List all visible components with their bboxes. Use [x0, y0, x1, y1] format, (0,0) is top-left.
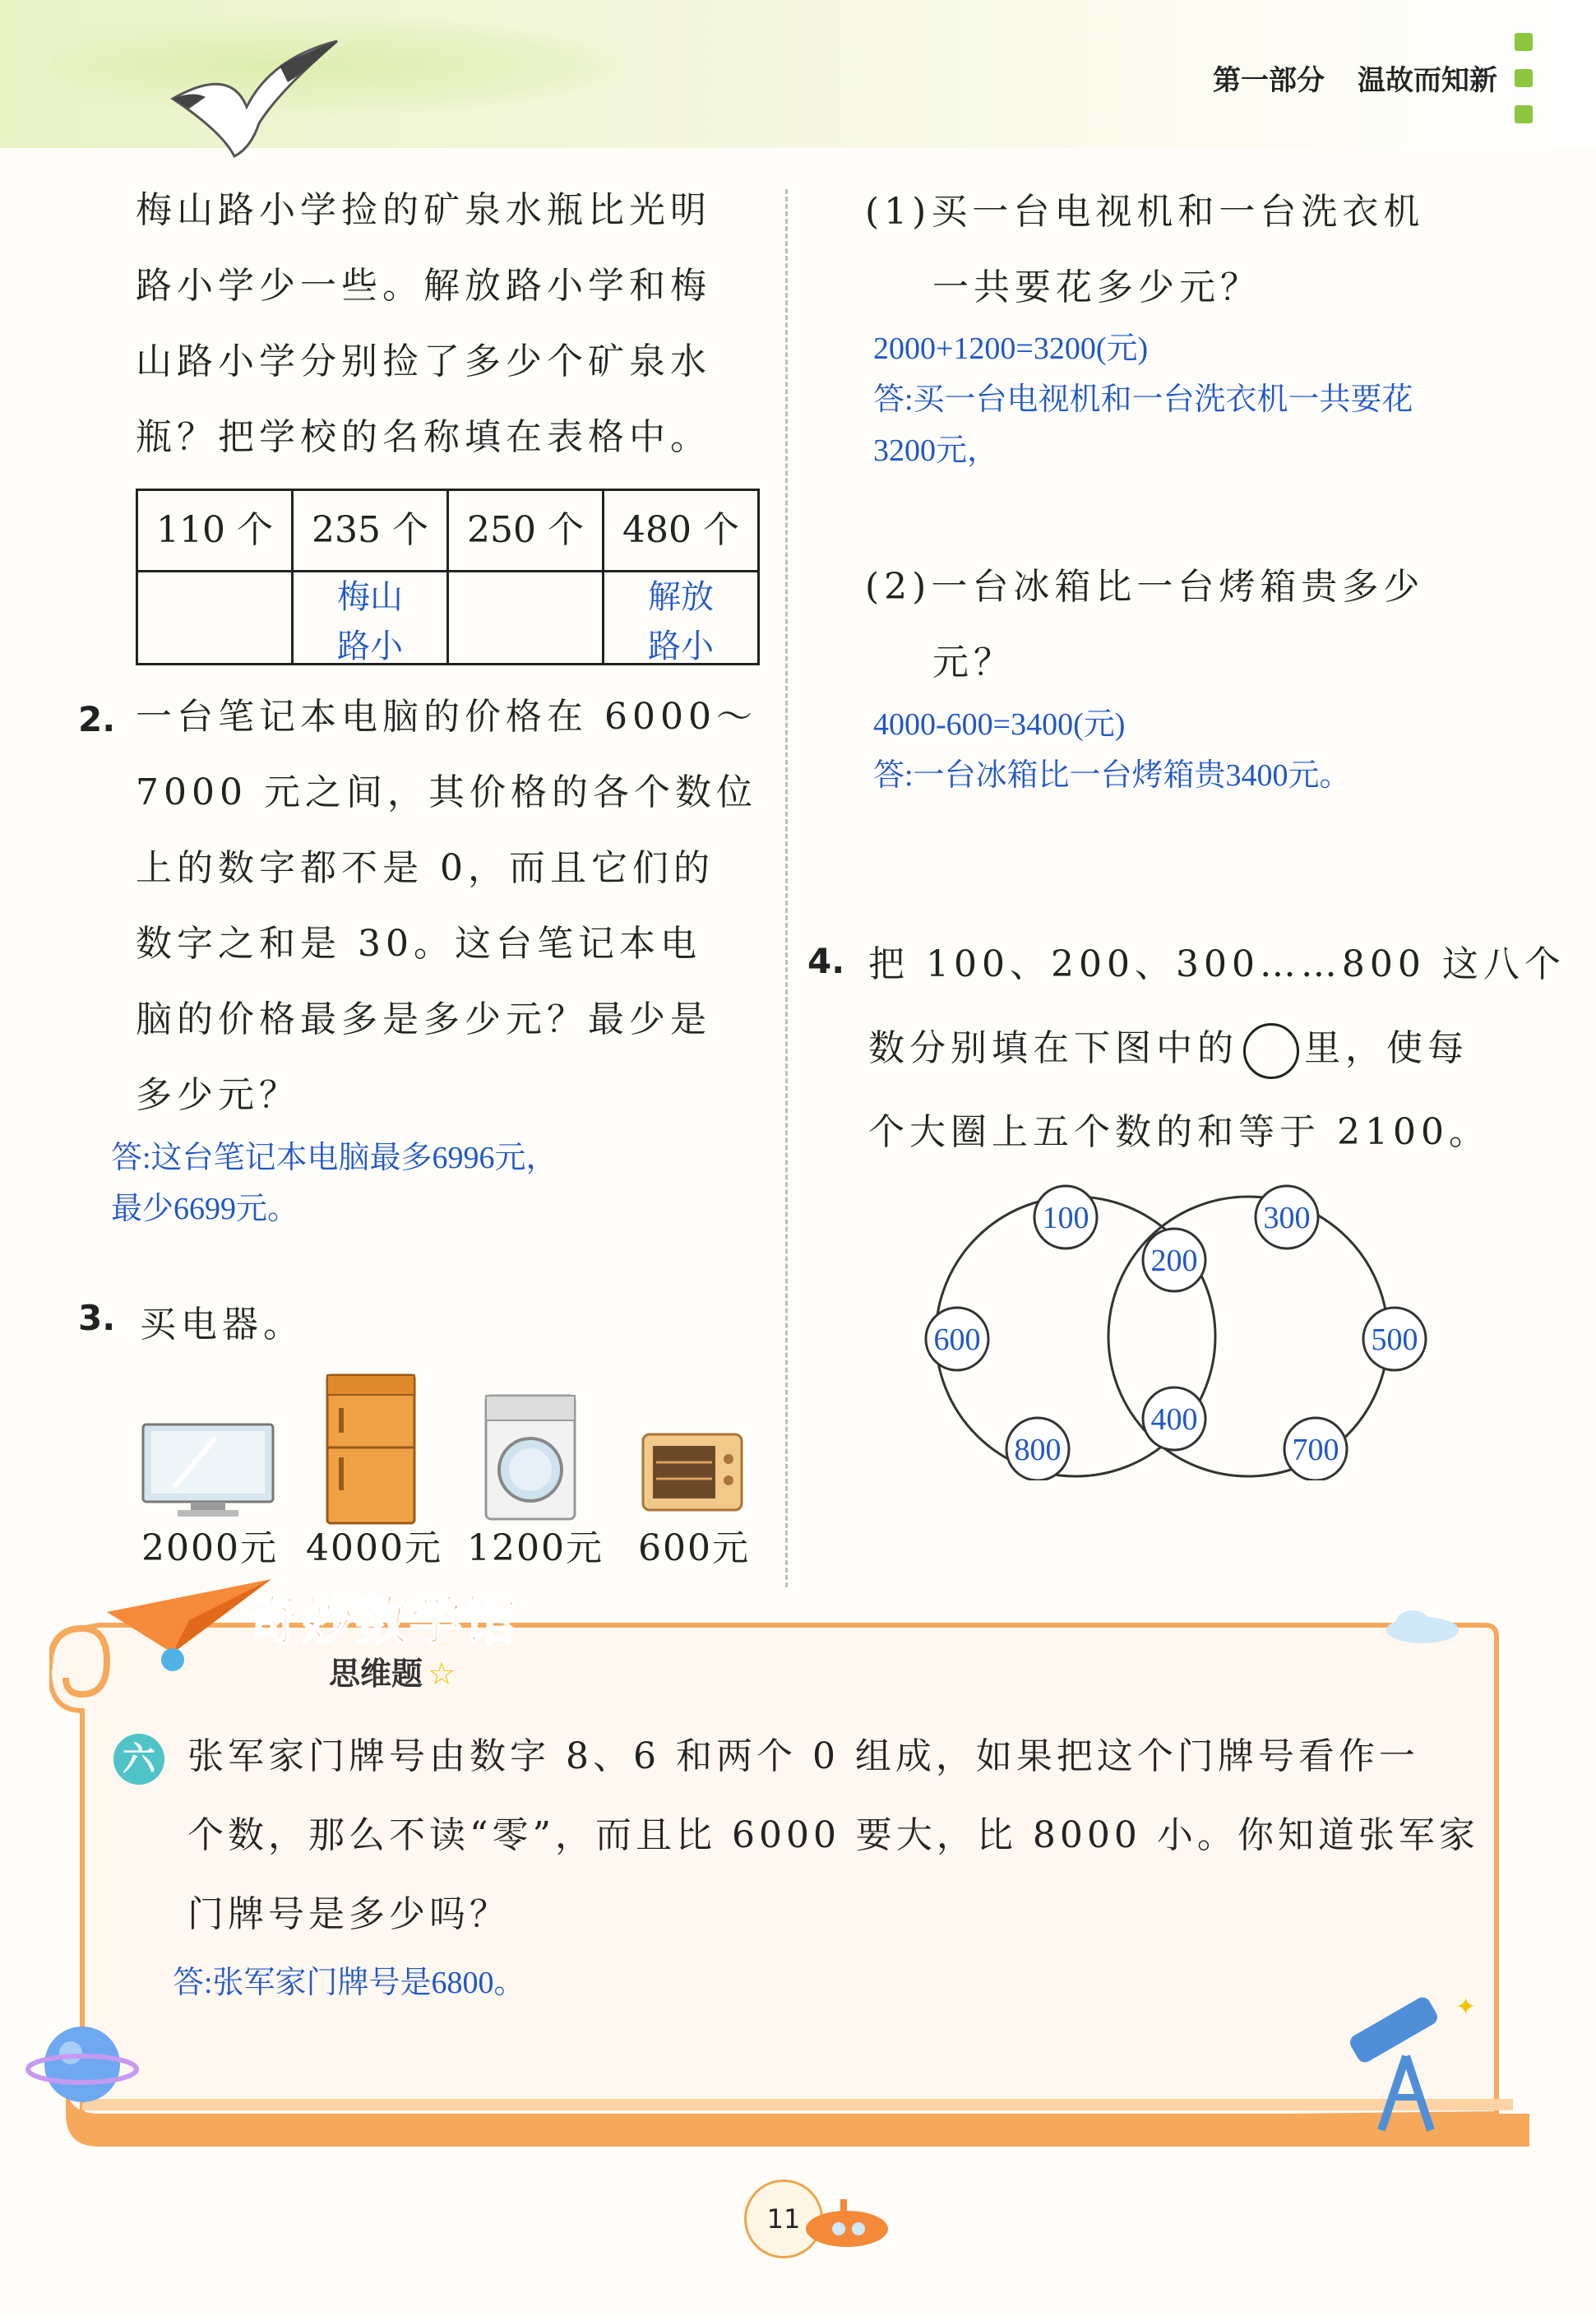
q3-sub1-answer-line: 3200元， [873, 433, 999, 468]
fridge-icon [322, 1372, 421, 1528]
q2-answer-line: 答:这台笔记本电脑最多6996元， [111, 1141, 557, 1175]
bonus-subtitle [329, 1648, 456, 1693]
column-divider [785, 189, 788, 1587]
number-circle [1256, 1186, 1318, 1248]
q3-sub1-answer-line: 2000+1200=3200(元) [873, 331, 1149, 366]
page-number: 11 [744, 2179, 823, 2258]
q2-line: 一台笔记本电脑的价格在 6000～ [136, 696, 757, 738]
bonus-line: 门牌号是多少吗？ [187, 1893, 510, 1935]
svg-text:100: 100 [1042, 1201, 1089, 1235]
circles-diagram [913, 1168, 1439, 1480]
q1-text [136, 173, 711, 475]
q4-number: 4. [807, 941, 845, 981]
washing-machine-icon [481, 1392, 580, 1524]
price-washer: 1200元 [467, 1527, 604, 1569]
q2-text [136, 679, 757, 1133]
q3-sub2-line: (2)一台冰箱比一台烤箱贵多少 [865, 566, 1425, 608]
q4-text [868, 923, 1566, 1174]
bonus-subtitle-text: 思维题 [329, 1656, 423, 1692]
header-bars-decoration [1515, 33, 1533, 123]
count-cell: 250 个 [467, 509, 584, 551]
q4-line: 个大圈上五个数的和等于 2100。 [868, 1111, 1490, 1153]
blank-circle-icon [1243, 1023, 1299, 1079]
bonus-line: 个数，那么不读“零”，而且比 6000 要大，比 8000 小。你知道张军家 [187, 1814, 1479, 1856]
svg-text:300: 300 [1263, 1201, 1311, 1235]
svg-text:200: 200 [1150, 1244, 1198, 1278]
school-answer-cell [449, 572, 602, 663]
q2-answer-line: 最少6699元。 [111, 1192, 299, 1226]
header-section: 温故而知新 [1358, 64, 1497, 97]
telescope-icon [1332, 1990, 1480, 2138]
bonus-banner: 奇妙数学馆 [247, 1591, 518, 1652]
q4-line-part: 里，使每 [1304, 1027, 1469, 1069]
count-cell: 235 个 [312, 509, 428, 551]
number-circle [1034, 1186, 1097, 1248]
bonus-line: 张军家门牌号由数字 8、6 和两个 0 组成，如果把这个门牌号看作一 [187, 1735, 1419, 1777]
school-answer-cell: 梅山路小 [337, 578, 403, 663]
cloud-icon [1381, 1604, 1464, 1645]
q2-number: 2. [78, 699, 116, 739]
svg-text:400: 400 [1150, 1402, 1198, 1437]
q3-number: 3. [78, 1298, 116, 1338]
q2-answer [111, 1133, 557, 1234]
q2-line: 数字之和是 30。这台笔记本电 [136, 923, 701, 965]
price-fridge: 4000元 [306, 1527, 442, 1569]
submarine-icon [789, 2188, 896, 2253]
school-answer-cell: 解放路小 [648, 578, 714, 663]
number-circle [1284, 1418, 1347, 1480]
q1-line: 梅山路小学捡的矿泉水瓶比光明 [136, 189, 711, 231]
seagull-icon [156, 33, 345, 173]
q3-sub2-answer-line: 4000-600=3400(元) [873, 707, 1126, 742]
q1-line: 瓶？把学校的名称填在表格中。 [136, 416, 711, 458]
header-part: 第一部分 [1213, 64, 1325, 97]
star-icon: ☆ [428, 1656, 456, 1692]
q3-sub2-answer-line: 答:一台冰箱比一台烤箱贵3400元。 [873, 758, 1351, 793]
q2-line: 7000 元之间，其价格的各个数位 [136, 771, 757, 813]
svg-text:700: 700 [1292, 1433, 1339, 1467]
q3-title: 买电器。 [140, 1304, 304, 1346]
q1-line: 路小学少一些。解放路小学和梅 [136, 265, 711, 307]
q2-line: 上的数字都不是 0，而且它们的 [136, 847, 715, 889]
q1-line: 山路小学分别捡了多少个矿泉水 [136, 340, 711, 382]
q4-line-part: 数分别填在下图中的 [868, 1027, 1238, 1069]
price-tv: 2000元 [141, 1527, 278, 1569]
q2-line: 多少元？ [136, 1074, 300, 1116]
number-circle [1006, 1418, 1069, 1480]
q3-sub1-answer-line: 答:买一台电视机和一台洗衣机一共要花 [873, 382, 1413, 417]
svg-text:800: 800 [1014, 1433, 1062, 1467]
q2-line: 脑的价格最多是多少元？最少是 [136, 998, 711, 1040]
question-six-badge: 六 [113, 1734, 164, 1785]
svg-text:500: 500 [1371, 1322, 1418, 1357]
oven-icon [640, 1429, 745, 1520]
count-cell: 480 个 [622, 509, 739, 551]
number-circle [926, 1308, 988, 1370]
svg-text:✦: ✦ [1455, 1993, 1477, 2022]
count-cell: 110 个 [156, 509, 273, 551]
q4-line-2 [868, 1007, 1566, 1091]
q3-sub2-line: 元？ [932, 642, 1015, 683]
school-answer-cell [138, 572, 291, 663]
bonus-answer: 答:张军家门牌号是6800。 [173, 1966, 525, 2000]
q3-sub1-text [865, 174, 1424, 326]
bonus-question-text [187, 1717, 1479, 1954]
bottle-count-table [136, 489, 760, 665]
header-title [1180, 58, 1497, 98]
q3-sub2-answer [873, 699, 1351, 801]
svg-text:600: 600 [933, 1322, 981, 1357]
planet-icon [25, 2007, 140, 2122]
q3-sub1-line: (1)买一台电视机和一台洗衣机 [865, 191, 1425, 233]
number-circle [1143, 1387, 1205, 1450]
q4-line: 把 100、200、300……800 这八个 [868, 943, 1566, 985]
q3-sub1-answer [873, 323, 1413, 476]
q3-sub2-text [865, 549, 1424, 701]
tv-icon [141, 1421, 276, 1520]
price-oven: 600元 [638, 1527, 750, 1569]
number-circle [1143, 1229, 1205, 1291]
number-circle [1363, 1308, 1426, 1370]
q3-sub1-line: 一共要花多少元？ [932, 266, 1261, 308]
